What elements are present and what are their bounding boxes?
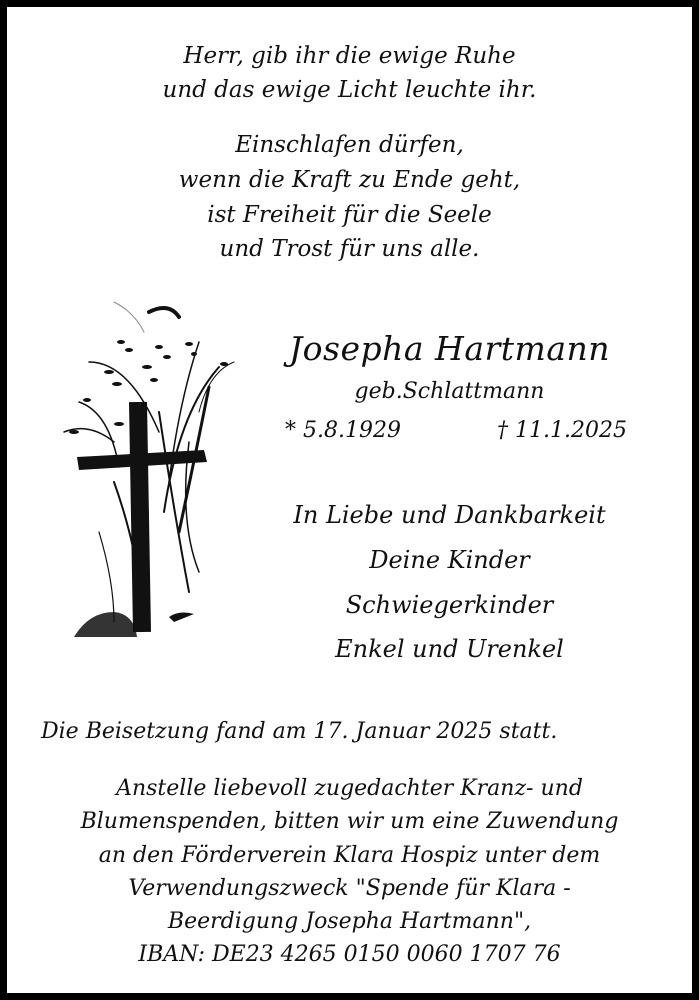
- donation-line: Beerdigung Josepha Hartmann",: [167, 909, 532, 934]
- verse-line: ist Freiheit für die Seele: [207, 202, 492, 228]
- obituary-page: [7, 7, 692, 993]
- verse-line: und Trost für uns alle.: [219, 236, 480, 262]
- burial-note: Die Beisetzung fand am 17. Januar 2025 statt.: [41, 719, 558, 744]
- death-date: † 11.1.2025: [497, 418, 627, 443]
- cross-with-grass-icon: [59, 292, 249, 667]
- verse-line: wenn die Kraft zu Ende geht,: [178, 167, 521, 193]
- birth-name: geb.Schlattmann: [354, 379, 545, 404]
- verse-line: und das ewige Licht leuchte ihr.: [162, 77, 537, 103]
- iban: IBAN: DE23 4265 0150 0060 1707 76: [138, 942, 561, 967]
- donation-line: Blumenspenden, bitten wir um eine Zuwendung: [80, 809, 619, 834]
- donation-line: Anstelle liebevoll zugedachter Kranz- und: [116, 776, 583, 801]
- deceased-name: Josepha Hartmann: [288, 329, 611, 368]
- mourner-line: In Liebe und Dankbarkeit: [293, 501, 606, 529]
- mourner-line: Enkel und Urenkel: [335, 635, 564, 663]
- mourner-line: Deine Kinder: [369, 546, 530, 574]
- birth-date: * 5.8.1929: [285, 418, 401, 443]
- donation-line: Verwendungszweck "Spende für Klara -: [128, 876, 571, 901]
- donation-line: an den Förderverein Klara Hospiz unter dem: [98, 843, 601, 868]
- verse-line: Einschlafen dürfen,: [235, 132, 464, 158]
- mourner-line: Schwiegerkinder: [345, 591, 554, 619]
- verse-line: Herr, gib ihr die ewige Ruhe: [183, 43, 516, 69]
